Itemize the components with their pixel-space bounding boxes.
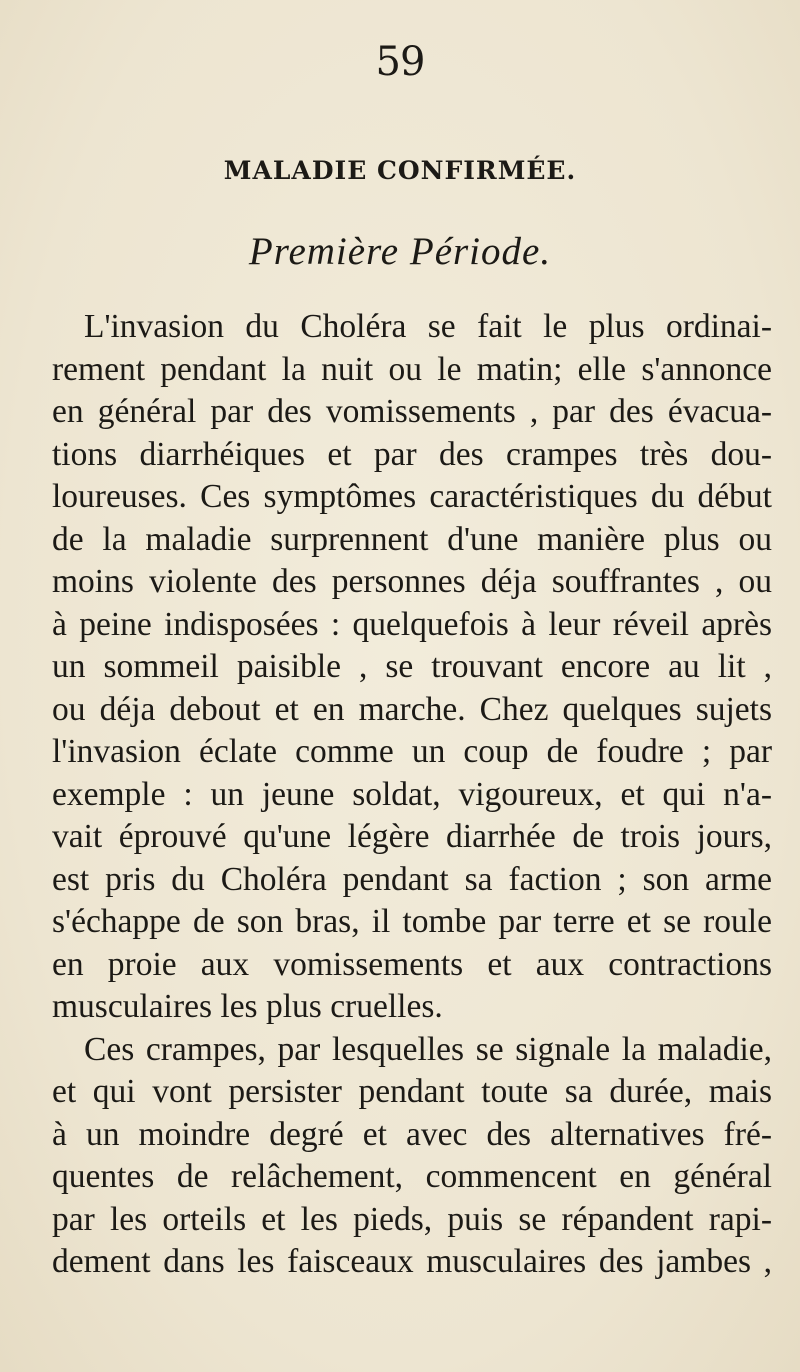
text-line: à peine indisposées : quelquefois à leur réveil après bbox=[52, 605, 772, 643]
text-line: musculaires les plus cruelles. bbox=[52, 988, 443, 1025]
text-line: à un moindre degré et avec des alternatives fré- bbox=[52, 1115, 772, 1153]
text-line: en proie aux vomissements et aux contractions bbox=[52, 945, 772, 983]
text-line: rement pendant la nuit ou le matin; elle s'annonce bbox=[52, 350, 772, 388]
text-line: L'invasion du Choléra se fait le plus ordinai- bbox=[84, 308, 772, 345]
text-line: s'échappe de son bras, il tombe par terre et se roule bbox=[52, 903, 772, 940]
text-line: et qui vont persister pendant toute sa durée, mais bbox=[52, 1073, 772, 1110]
section-subtitle: Première Période. bbox=[248, 230, 552, 273]
text-line: exemple : un jeune soldat, vigoureux, et qui n'a- bbox=[52, 775, 772, 813]
text-line: l'invasion éclate comme un coup de foudre ; par bbox=[52, 733, 772, 770]
text-line: ou déja debout et en marche. Chez quelques sujets bbox=[52, 690, 772, 728]
text-line: par les orteils et les pieds, puis se répandent rapi- bbox=[52, 1200, 772, 1238]
text-line: en général par des vomissements , par des évacua- bbox=[52, 393, 772, 430]
text-line: Ces crampes, par lesquelles se signale la maladie, bbox=[84, 1030, 772, 1068]
body-text bbox=[52, 306, 772, 1284]
text-line: est pris du Choléra pendant sa faction ; son arme bbox=[52, 860, 772, 898]
text-line: dement dans les faisceaux musculaires des jambes , bbox=[52, 1243, 772, 1280]
text-line: moins violente des personnes déja souffrantes , ou bbox=[52, 563, 772, 600]
text-line: de la maladie surprennent d'une manière plus ou bbox=[52, 520, 772, 558]
text-line: un sommeil paisible , se trouvant encore au lit , bbox=[52, 648, 772, 685]
section-title: MALADIE CONFIRMÉE. bbox=[223, 156, 577, 185]
text-line: loureuses. Ces symptômes caractéristiques du début bbox=[52, 478, 772, 515]
text-line: quentes de relâchement, commencent en général bbox=[52, 1158, 772, 1195]
text-line: tions diarrhéiques et par des crampes très dou- bbox=[52, 435, 772, 473]
text-line: vait éprouvé qu'une légère diarrhée de trois jours, bbox=[52, 818, 772, 855]
page-number: 59 bbox=[375, 39, 425, 85]
